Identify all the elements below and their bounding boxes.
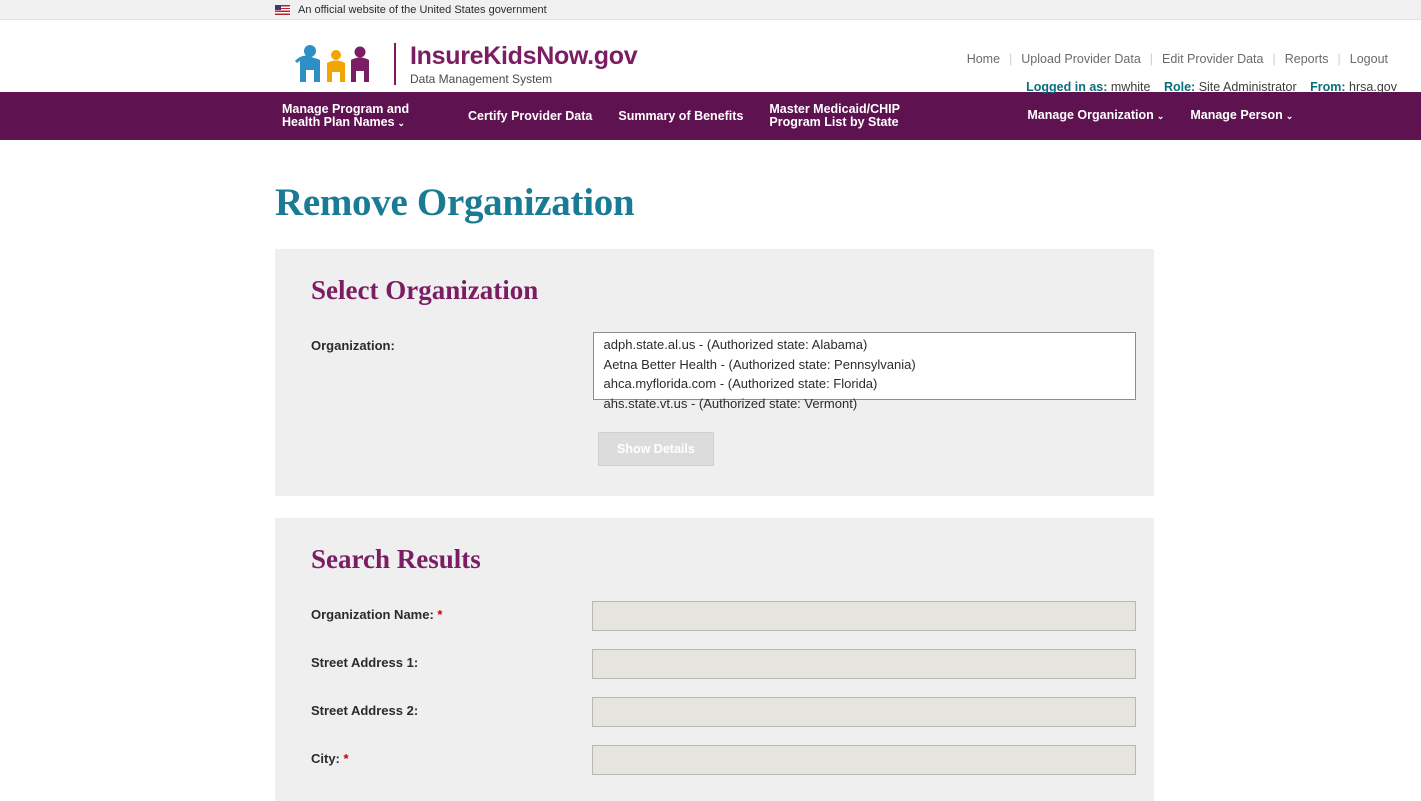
street-address-1-row: [293, 649, 1136, 679]
main-navigation: [0, 92, 1421, 140]
top-nav-upload-provider-data[interactable]: Upload Provider Data: [1021, 52, 1141, 66]
street-address-2-input[interactable]: [592, 697, 1136, 727]
required-marker: *: [437, 607, 443, 622]
top-nav-logout[interactable]: Logout: [1349, 52, 1388, 66]
top-nav-reports[interactable]: Reports: [1284, 52, 1329, 66]
select-organization-title: Select Organization: [311, 275, 539, 305]
nav-summary-of-benefits[interactable]: [618, 110, 743, 123]
field-label-text: Street Address 2:: [311, 703, 419, 718]
brand-divider: [394, 43, 396, 85]
top-nav-sep: |: [1337, 52, 1341, 66]
from-label: From:: [1310, 80, 1346, 94]
organization-listbox[interactable]: [593, 332, 1136, 411]
city-label: [311, 745, 592, 766]
brand-title: InsureKidsNow.gov: [410, 41, 638, 70]
session-info: [1026, 80, 1397, 94]
insurekidsnow-logo-icon: [292, 42, 380, 86]
site-header: [0, 20, 1421, 92]
list-item[interactable]: Aetna Better Health - (Authorized state: Pennsylvania): [603, 356, 916, 372]
brand-subtitle: Data Management System: [410, 71, 553, 86]
organization-row: [293, 332, 1136, 411]
nav-label: Certify Provider Data: [468, 108, 593, 123]
chevron-down-icon: ⌄: [397, 117, 406, 128]
nav-label: Master Medicaid/CHIP Program List by State: [769, 102, 900, 129]
required-marker: *: [343, 751, 349, 766]
nav-manage-person[interactable]: [1190, 109, 1293, 123]
brand[interactable]: [292, 42, 637, 86]
gov-banner: [0, 0, 1421, 20]
top-nav-sep: |: [1272, 52, 1276, 66]
nav-manage-organization[interactable]: [1027, 109, 1164, 123]
page-content: [0, 180, 1421, 801]
show-details-button[interactable]: Show Details: [598, 432, 714, 466]
from-value: hrsa.gov: [1349, 80, 1397, 94]
page-title: Remove Organization: [275, 181, 635, 224]
search-results-panel: [275, 518, 1154, 801]
role-value: Site Administrator: [1198, 80, 1297, 94]
list-item[interactable]: ahs.state.vt.us - (Authorized state: Vermont): [603, 395, 858, 411]
organization-name-input[interactable]: [592, 601, 1136, 631]
street-address-1-input[interactable]: [592, 649, 1136, 679]
street-address-2-label: [311, 697, 592, 718]
nav-label: Summary of Benefits: [618, 108, 744, 123]
logged-in-label: Logged in as:: [1026, 80, 1108, 94]
logged-in-user: mwhite: [1110, 80, 1151, 94]
search-results-title: Search Results: [311, 544, 481, 574]
street-address-2-row: [293, 697, 1136, 727]
list-item[interactable]: adph.state.al.us - (Authorized state: Alabama): [603, 337, 868, 352]
organization-name-row: [293, 601, 1136, 631]
list-item[interactable]: ahca.myflorida.com - (Authorized state: Florida): [603, 376, 878, 391]
us-flag-icon: [275, 5, 290, 15]
field-label-text: Street Address 1:: [311, 655, 419, 670]
top-nav: [967, 52, 1397, 66]
nav-certify-provider-data[interactable]: [468, 110, 592, 123]
nav-label: Manage Program and Health Plan Names: [282, 101, 410, 129]
top-nav-sep: |: [1149, 52, 1154, 66]
top-nav-home[interactable]: Home: [966, 52, 1001, 66]
organization-name-label: [311, 601, 592, 622]
top-nav-edit-provider-data[interactable]: Edit Provider Data: [1162, 52, 1264, 66]
top-nav-sep: |: [1009, 52, 1013, 66]
street-address-1-label: [311, 649, 592, 670]
role-label: Role:: [1163, 80, 1196, 94]
chevron-down-icon: ⌄: [1156, 111, 1165, 121]
city-row: [293, 745, 1136, 775]
field-label-text: Organization Name:: [311, 607, 434, 622]
field-label-text: City:: [311, 751, 340, 766]
nav-label: Manage Organization: [1027, 108, 1154, 122]
organization-label: Organization:: [311, 338, 395, 353]
nav-master-medicaid-chip-program-list-by-state[interactable]: [769, 103, 929, 129]
gov-banner-text: An official website of the United States government: [298, 3, 547, 16]
select-organization-panel: [275, 249, 1154, 496]
nav-manage-program-and-health-plan-names[interactable]: [282, 103, 442, 130]
chevron-down-icon: ⌄: [1285, 111, 1294, 121]
nav-label: Manage Person: [1190, 108, 1283, 122]
city-input[interactable]: [592, 745, 1136, 775]
